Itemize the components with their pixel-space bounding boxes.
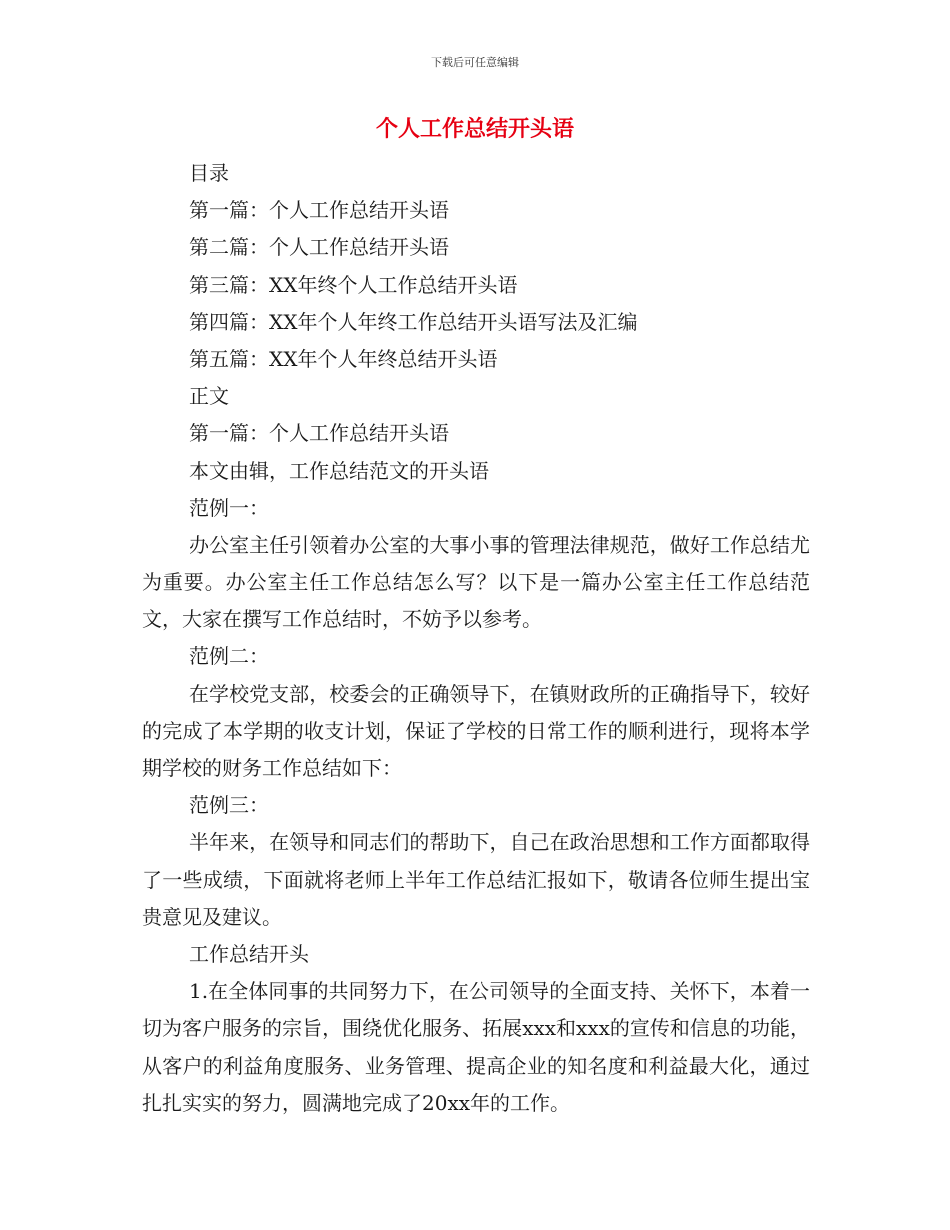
section-title: 第一篇：个人工作总结开头语 <box>189 421 449 446</box>
example-1-label: 范例一： <box>189 495 269 520</box>
work-summary-item: 1.在全体同事的共同努力下，在公司领导的全面支持、关怀下，本着一切为客户服务的宗旨，围绕优化服务、拓展xxx和xxx的宣传和信息的功能，从客户的利益角度服务、业务管理、提高企业的知名度和利益最大化，通过扎扎实实的努力，圆满地完成了20xx年的工作。 <box>142 979 810 1115</box>
header-note: 下载后可任意编辑 <box>431 56 519 69</box>
intro-text: 本文由辑，工作总结范文的开头语 <box>189 458 489 483</box>
example-2-label: 范例二： <box>189 644 269 669</box>
toc-item: 第五篇：XX年个人年终总结开头语 <box>189 346 498 371</box>
toc-item: 第三篇：XX年终个人工作总结开头语 <box>189 272 518 297</box>
toc-item: 第二篇：个人工作总结开头语 <box>189 235 449 260</box>
toc-item: 第一篇：个人工作总结开头语 <box>189 198 449 223</box>
document-body <box>142 155 810 1122</box>
example-3-paragraph: 半年来，在领导和同志们的帮助下，自己在政治思想和工作方面都取得了一些成绩，下面就将老师上半年工作总结汇报如下，敬请各位师生提出宝贵意见及建议。 <box>142 830 810 929</box>
example-2-paragraph: 在学校党支部，校委会的正确领导下，在镇财政所的正确指导下，较好的完成了本学期的收支计划，保证了学校的日常工作的顺利进行，现将本学期学校的财务工作总结如下： <box>142 681 810 781</box>
body-heading: 正文 <box>189 384 229 409</box>
toc-heading: 目录 <box>189 161 229 185</box>
work-summary-heading: 工作总结开头 <box>189 942 309 967</box>
toc-item: 第四篇：XX年个人年终工作总结开头语写法及汇编 <box>189 309 638 334</box>
document-title: 个人工作总结开头语 <box>375 117 574 142</box>
example-3-label: 范例三： <box>189 793 269 818</box>
example-1-paragraph: 办公室主任引领着办公室的大事小事的管理法律规范，做好工作总结尤为重要。办公室主任工作总结怎么写？以下是一篇办公室主任工作总结范文，大家在撰写工作总结时，不妨予以参考。 <box>142 532 810 632</box>
